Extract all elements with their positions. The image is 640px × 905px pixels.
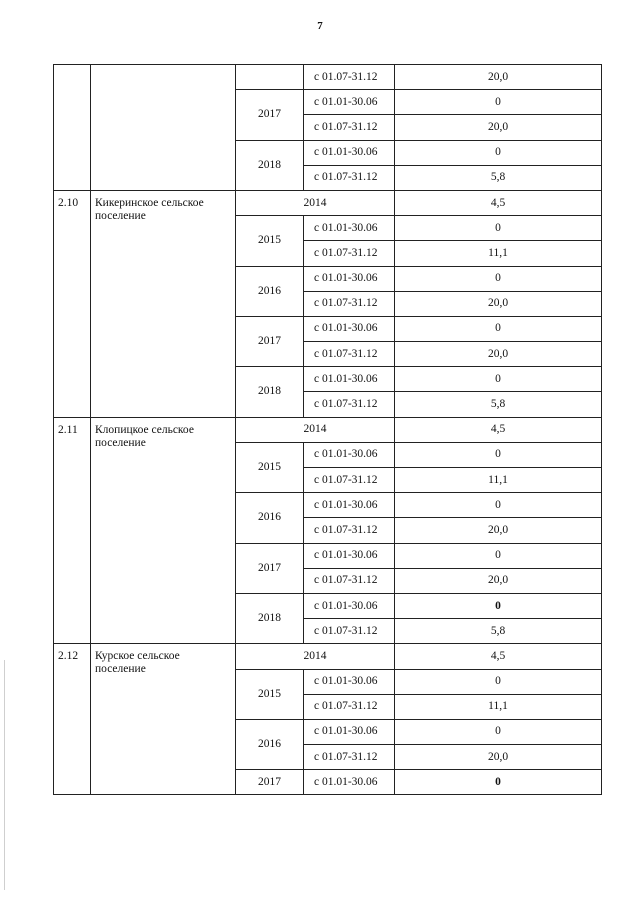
period-cell: с 01.01-30.06 bbox=[304, 367, 395, 392]
year-cell: 2017 bbox=[236, 90, 304, 140]
value-cell: 0 bbox=[395, 669, 602, 694]
value-cell: 0 bbox=[395, 770, 602, 795]
value-cell: 0 bbox=[395, 140, 602, 165]
value-cell: 0 bbox=[395, 367, 602, 392]
value-cell: 20,0 bbox=[395, 65, 602, 90]
value-cell: 0 bbox=[395, 719, 602, 744]
period-cell: с 01.01-30.06 bbox=[304, 543, 395, 568]
settlement-name: Кикеринское сельское поселение bbox=[91, 190, 236, 417]
period-cell: с 01.07-31.12 bbox=[304, 165, 395, 190]
year-cell: 2014 bbox=[236, 417, 395, 442]
period-cell: с 01.01-30.06 bbox=[304, 442, 395, 467]
period-cell: с 01.01-30.06 bbox=[304, 140, 395, 165]
period-cell: с 01.07-31.12 bbox=[304, 694, 395, 719]
period-cell: с 01.07-31.12 bbox=[304, 745, 395, 770]
value-cell: 0 bbox=[395, 216, 602, 241]
year-cell: 2015 bbox=[236, 669, 304, 719]
period-cell: с 01.07-31.12 bbox=[304, 518, 395, 543]
value-cell: 0 bbox=[395, 442, 602, 467]
year-cell: 2018 bbox=[236, 140, 304, 190]
period-cell: с 01.01-30.06 bbox=[304, 770, 395, 795]
table-row bbox=[54, 644, 602, 669]
value-cell: 20,0 bbox=[395, 518, 602, 543]
value-cell: 20,0 bbox=[395, 745, 602, 770]
year-cell: 2016 bbox=[236, 266, 304, 316]
value-cell: 5,8 bbox=[395, 619, 602, 644]
year-cell: 2016 bbox=[236, 719, 304, 769]
period-cell: с 01.07-31.12 bbox=[304, 291, 395, 316]
value-cell: 20,0 bbox=[395, 115, 602, 140]
value-cell: 4,5 bbox=[395, 417, 602, 442]
period-cell: с 01.01-30.06 bbox=[304, 719, 395, 744]
value-cell: 11,1 bbox=[395, 694, 602, 719]
value-cell: 4,5 bbox=[395, 644, 602, 669]
value-cell: 0 bbox=[395, 316, 602, 341]
value-cell: 5,8 bbox=[395, 165, 602, 190]
period-cell: с 01.01-30.06 bbox=[304, 266, 395, 291]
period-cell: с 01.07-31.12 bbox=[304, 115, 395, 140]
value-cell: 0 bbox=[395, 266, 602, 291]
value-cell: 5,8 bbox=[395, 392, 602, 417]
year-cell: 2015 bbox=[236, 216, 304, 266]
period-cell: с 01.07-31.12 bbox=[304, 65, 395, 90]
value-cell: 0 bbox=[395, 593, 602, 618]
value-cell: 11,1 bbox=[395, 241, 602, 266]
year-cell bbox=[236, 65, 304, 90]
period-cell: с 01.01-30.06 bbox=[304, 593, 395, 618]
value-cell: 20,0 bbox=[395, 568, 602, 593]
tariff-table bbox=[53, 64, 602, 795]
period-cell: с 01.07-31.12 bbox=[304, 468, 395, 493]
period-cell: с 01.07-31.12 bbox=[304, 241, 395, 266]
value-cell: 20,0 bbox=[395, 291, 602, 316]
period-cell: с 01.01-30.06 bbox=[304, 216, 395, 241]
row-number: 2.11 bbox=[54, 417, 91, 644]
period-cell: с 01.07-31.12 bbox=[304, 619, 395, 644]
period-cell: с 01.01-30.06 bbox=[304, 316, 395, 341]
year-cell: 2017 bbox=[236, 543, 304, 593]
period-cell: с 01.07-31.12 bbox=[304, 392, 395, 417]
scan-edge-mark bbox=[4, 660, 5, 890]
row-number: 2.12 bbox=[54, 644, 91, 795]
period-cell: с 01.01-30.06 bbox=[304, 90, 395, 115]
value-cell: 20,0 bbox=[395, 342, 602, 367]
table-row bbox=[54, 417, 602, 442]
year-cell: 2017 bbox=[236, 770, 304, 795]
year-cell: 2015 bbox=[236, 442, 304, 492]
period-cell: с 01.07-31.12 bbox=[304, 568, 395, 593]
value-cell: 11,1 bbox=[395, 468, 602, 493]
year-cell: 2016 bbox=[236, 493, 304, 543]
value-cell: 0 bbox=[395, 493, 602, 518]
year-cell: 2018 bbox=[236, 367, 304, 417]
period-cell: с 01.01-30.06 bbox=[304, 669, 395, 694]
value-cell: 0 bbox=[395, 90, 602, 115]
year-cell: 2014 bbox=[236, 644, 395, 669]
settlement-name bbox=[91, 65, 236, 191]
period-cell: с 01.01-30.06 bbox=[304, 493, 395, 518]
row-number bbox=[54, 65, 91, 191]
page-number: 7 bbox=[317, 20, 323, 32]
row-number: 2.10 bbox=[54, 190, 91, 417]
value-cell: 0 bbox=[395, 543, 602, 568]
period-cell: с 01.07-31.12 bbox=[304, 342, 395, 367]
year-cell: 2014 bbox=[236, 190, 395, 215]
table-row bbox=[54, 190, 602, 215]
settlement-name: Курское сельское поселение bbox=[91, 644, 236, 795]
year-cell: 2018 bbox=[236, 593, 304, 643]
year-cell: 2017 bbox=[236, 316, 304, 366]
settlement-name: Клопицкое сельское поселение bbox=[91, 417, 236, 644]
value-cell: 4,5 bbox=[395, 190, 602, 215]
table-row bbox=[54, 65, 602, 90]
